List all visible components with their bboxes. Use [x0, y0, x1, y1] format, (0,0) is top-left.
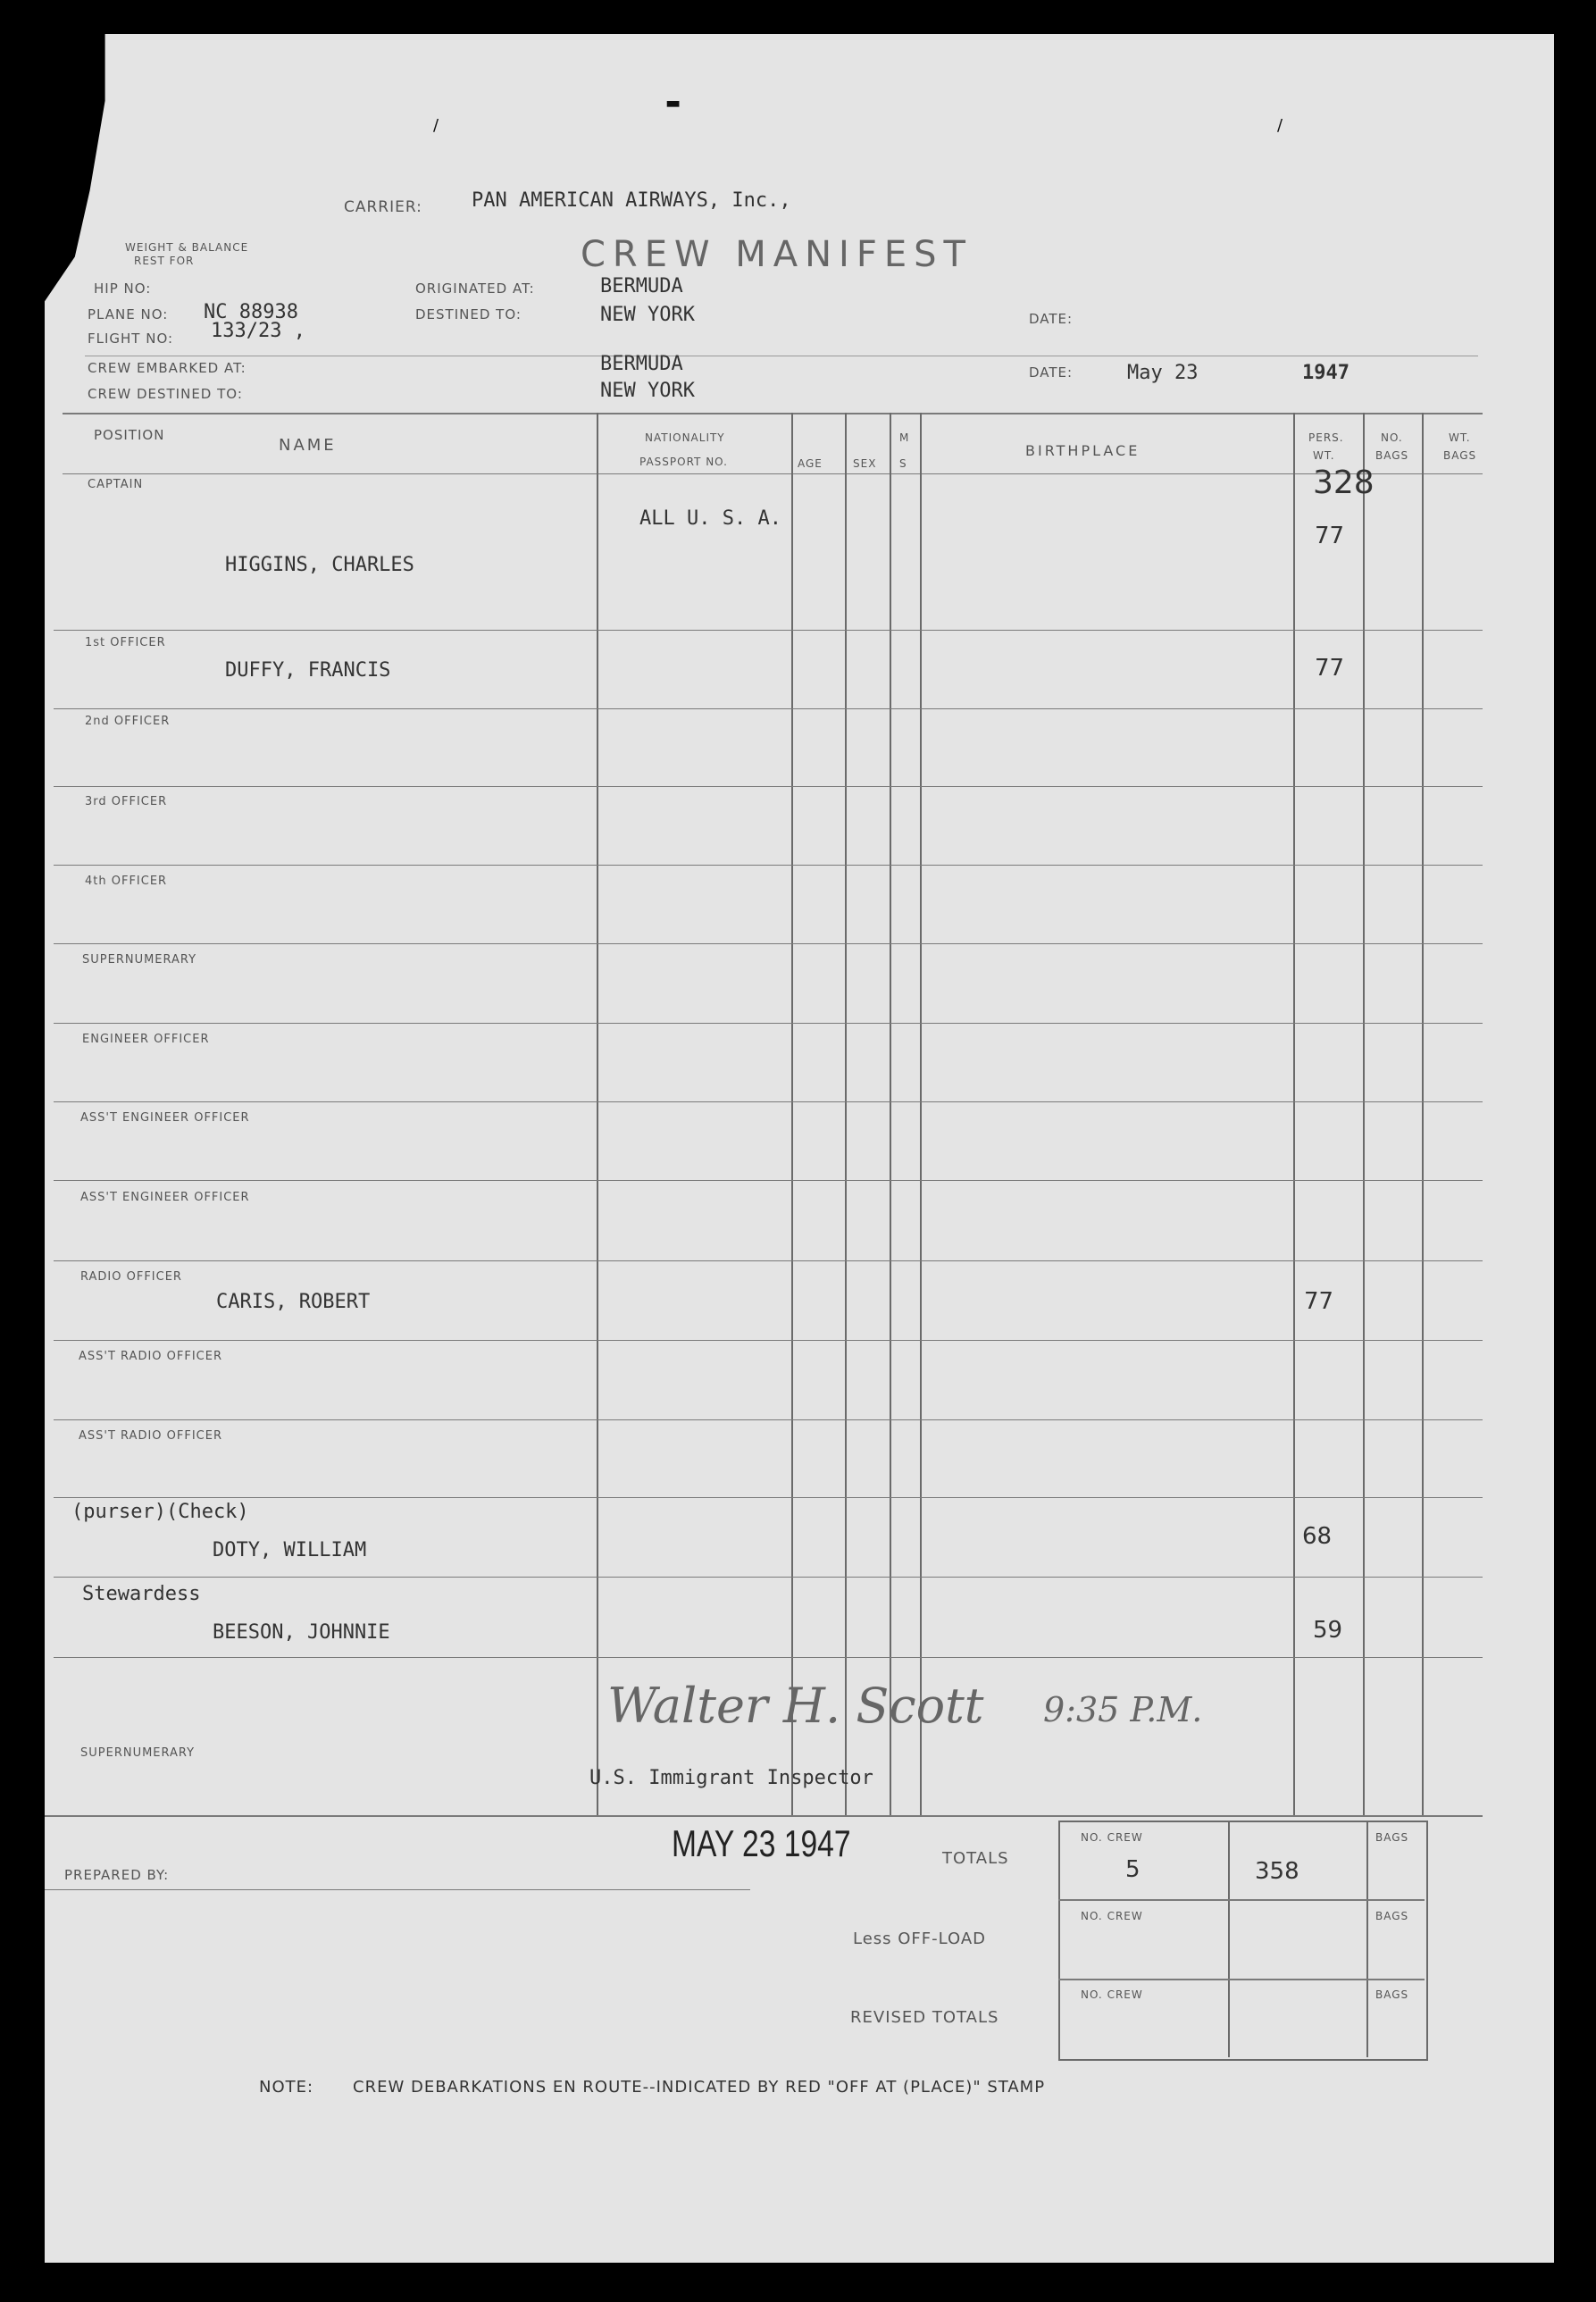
col-sex: SEX [853, 457, 877, 470]
weight-balance-label: WEIGHT & BALANCE [125, 241, 249, 254]
originated-value: BERMUDA [600, 275, 683, 297]
col-nationality: NATIONALITY [645, 431, 725, 444]
date-stamp: MAY 23 1947 [672, 1822, 851, 1864]
col-wt2: WT. [1449, 431, 1471, 444]
col-s: S [899, 457, 907, 470]
inspector-signature: Walter H. Scott [607, 1678, 984, 1734]
row-name: HIGGINS, CHARLES [225, 554, 414, 576]
row-position: ASS'T ENGINEER OFFICER [80, 1111, 250, 1125]
row-rule [54, 1180, 1483, 1181]
col-divider [1293, 413, 1295, 1815]
crew-embarked-value: BERMUDA [600, 353, 683, 375]
col-m: M [899, 431, 910, 444]
bags-label: BAGS [1375, 1831, 1409, 1844]
col-divider [1422, 413, 1424, 1815]
col-no: NO. [1381, 431, 1403, 444]
row-position: 4th OFFICER [85, 875, 168, 888]
col-wt: WT. [1313, 449, 1335, 462]
row-position: SUPERNUMERARY [80, 1746, 196, 1760]
col-pers: PERS. [1308, 431, 1344, 444]
ink-mark: / [433, 116, 439, 135]
row-position: ENGINEER OFFICER [82, 1033, 210, 1046]
row-position: Stewardess [82, 1583, 201, 1605]
col-bags: BAGS [1375, 449, 1409, 462]
no-crew-label: NO. CREW [1081, 1988, 1143, 2001]
rest-for-label: REST FOR [134, 255, 195, 267]
col-passport: PASSPORT NO. [639, 456, 728, 468]
col-divider [920, 413, 922, 1815]
inspector-title: U.S. Immigrant Inspector [589, 1767, 873, 1789]
originated-label: ORIGINATED AT: [415, 280, 535, 297]
no-crew-label: NO. CREW [1081, 1910, 1143, 1922]
note-text: CREW DEBARKATIONS EN ROUTE--INDICATED BY RED "OFF AT (PLACE)" STAMP [353, 2078, 1046, 2097]
row-position: (purser)(Check) [71, 1501, 249, 1523]
row-rule [54, 1101, 1483, 1102]
carrier-value: PAN AMERICAN AIRWAYS, Inc., [472, 189, 791, 212]
carrier-label: CARRIER: [344, 198, 422, 216]
totals-divider [1366, 1821, 1368, 2057]
row-position: ASS'T RADIO OFFICER [79, 1429, 222, 1443]
row-weight: 77 [1315, 523, 1345, 549]
row-position: 3rd OFFICER [85, 795, 168, 808]
row-rule [54, 943, 1483, 944]
row-position: RADIO OFFICER [80, 1270, 182, 1284]
row-weight: 77 [1315, 655, 1345, 682]
row-position: 2nd OFFICER [85, 715, 171, 728]
col-divider [845, 413, 847, 1815]
row-position: CAPTAIN [88, 478, 144, 491]
table-top-rule [63, 413, 1483, 414]
col-name: NAME [279, 436, 337, 455]
destined-label: DESTINED TO: [415, 306, 522, 322]
crew-total: 5 [1125, 1856, 1141, 1883]
plane-no-value: NC 88938 [204, 301, 298, 323]
row-weight: 68 [1302, 1523, 1333, 1550]
row-name: BEESON, JOHNNIE [213, 1621, 390, 1644]
year-value: 1947 [1302, 362, 1349, 384]
date2-label: DATE: [1029, 364, 1074, 381]
footer-rule [45, 1815, 1483, 1817]
totals-divider [1228, 1821, 1230, 2057]
col-divider [1363, 413, 1365, 1815]
page-title: CREW MANIFEST [581, 234, 973, 275]
header-rule [63, 473, 1483, 474]
crew-destined-value: NEW YORK [600, 380, 695, 402]
plane-no-label: PLANE NO: [88, 306, 169, 322]
row-position: SUPERNUMERARY [82, 953, 197, 967]
bags-label: BAGS [1375, 1910, 1409, 1922]
col-divider [791, 413, 793, 1815]
crew-embarked-label: CREW EMBARKED AT: [88, 360, 247, 376]
no-crew-label: NO. CREW [1081, 1831, 1143, 1844]
row-name: DUFFY, FRANCIS [225, 659, 391, 682]
revised-totals-label: REVISED TOTALS [850, 2008, 999, 2027]
totals-label: TOTALS [942, 1849, 1009, 1868]
total-weight-top: 328 [1313, 465, 1375, 501]
col-position: POSITION [94, 427, 165, 443]
col-age: AGE [798, 457, 823, 470]
col-divider [597, 413, 598, 1815]
row-rule [54, 1260, 1483, 1261]
totals-divider [1058, 1979, 1425, 1980]
prepared-by-line [45, 1889, 750, 1890]
weight-total: 358 [1255, 1858, 1299, 1885]
row-weight: 59 [1313, 1617, 1343, 1644]
bags-label: BAGS [1375, 1988, 1409, 2001]
date2-value: May 23 [1127, 362, 1199, 384]
row-rule [54, 786, 1483, 787]
nationality-note: ALL U. S. A. [639, 507, 781, 530]
row-rule [54, 1577, 1483, 1578]
row-rule [54, 1023, 1483, 1024]
row-position: ASS'T ENGINEER OFFICER [80, 1191, 250, 1204]
row-rule [54, 865, 1483, 866]
col-birthplace: BIRTHPLACE [1025, 442, 1141, 459]
destined-value: NEW YORK [600, 304, 695, 326]
inspector-time: 9:35 P.M. [1043, 1690, 1203, 1729]
note-label: NOTE: [259, 2078, 314, 2097]
less-offload-label: Less OFF-LOAD [853, 1929, 987, 1948]
date-label: DATE: [1029, 311, 1074, 327]
row-weight: 77 [1304, 1288, 1334, 1315]
row-position: 1st OFFICER [85, 636, 166, 649]
col-bags2: BAGS [1443, 449, 1477, 462]
row-rule [54, 1497, 1483, 1498]
row-name: CARIS, ROBERT [216, 1291, 371, 1313]
col-divider [890, 413, 891, 1815]
row-rule [54, 1419, 1483, 1420]
row-rule [54, 1657, 1483, 1658]
flight-no-label: FLIGHT NO: [88, 331, 174, 347]
flight-no-value: 133/23 , [211, 320, 305, 342]
row-name: DOTY, WILLIAM [213, 1539, 367, 1561]
row-rule [54, 630, 1483, 631]
row-rule [54, 708, 1483, 709]
ink-mark: ▬ [665, 94, 681, 113]
ink-mark: / [1277, 116, 1283, 135]
prepared-by-label: PREPARED BY: [64, 1867, 170, 1883]
row-position: ASS'T RADIO OFFICER [79, 1350, 222, 1363]
ship-no-label: HIP NO: [94, 280, 152, 297]
row-rule [54, 1340, 1483, 1341]
crew-destined-label: CREW DESTINED TO: [88, 386, 243, 402]
totals-box [1058, 1821, 1428, 2061]
totals-divider [1058, 1899, 1425, 1901]
